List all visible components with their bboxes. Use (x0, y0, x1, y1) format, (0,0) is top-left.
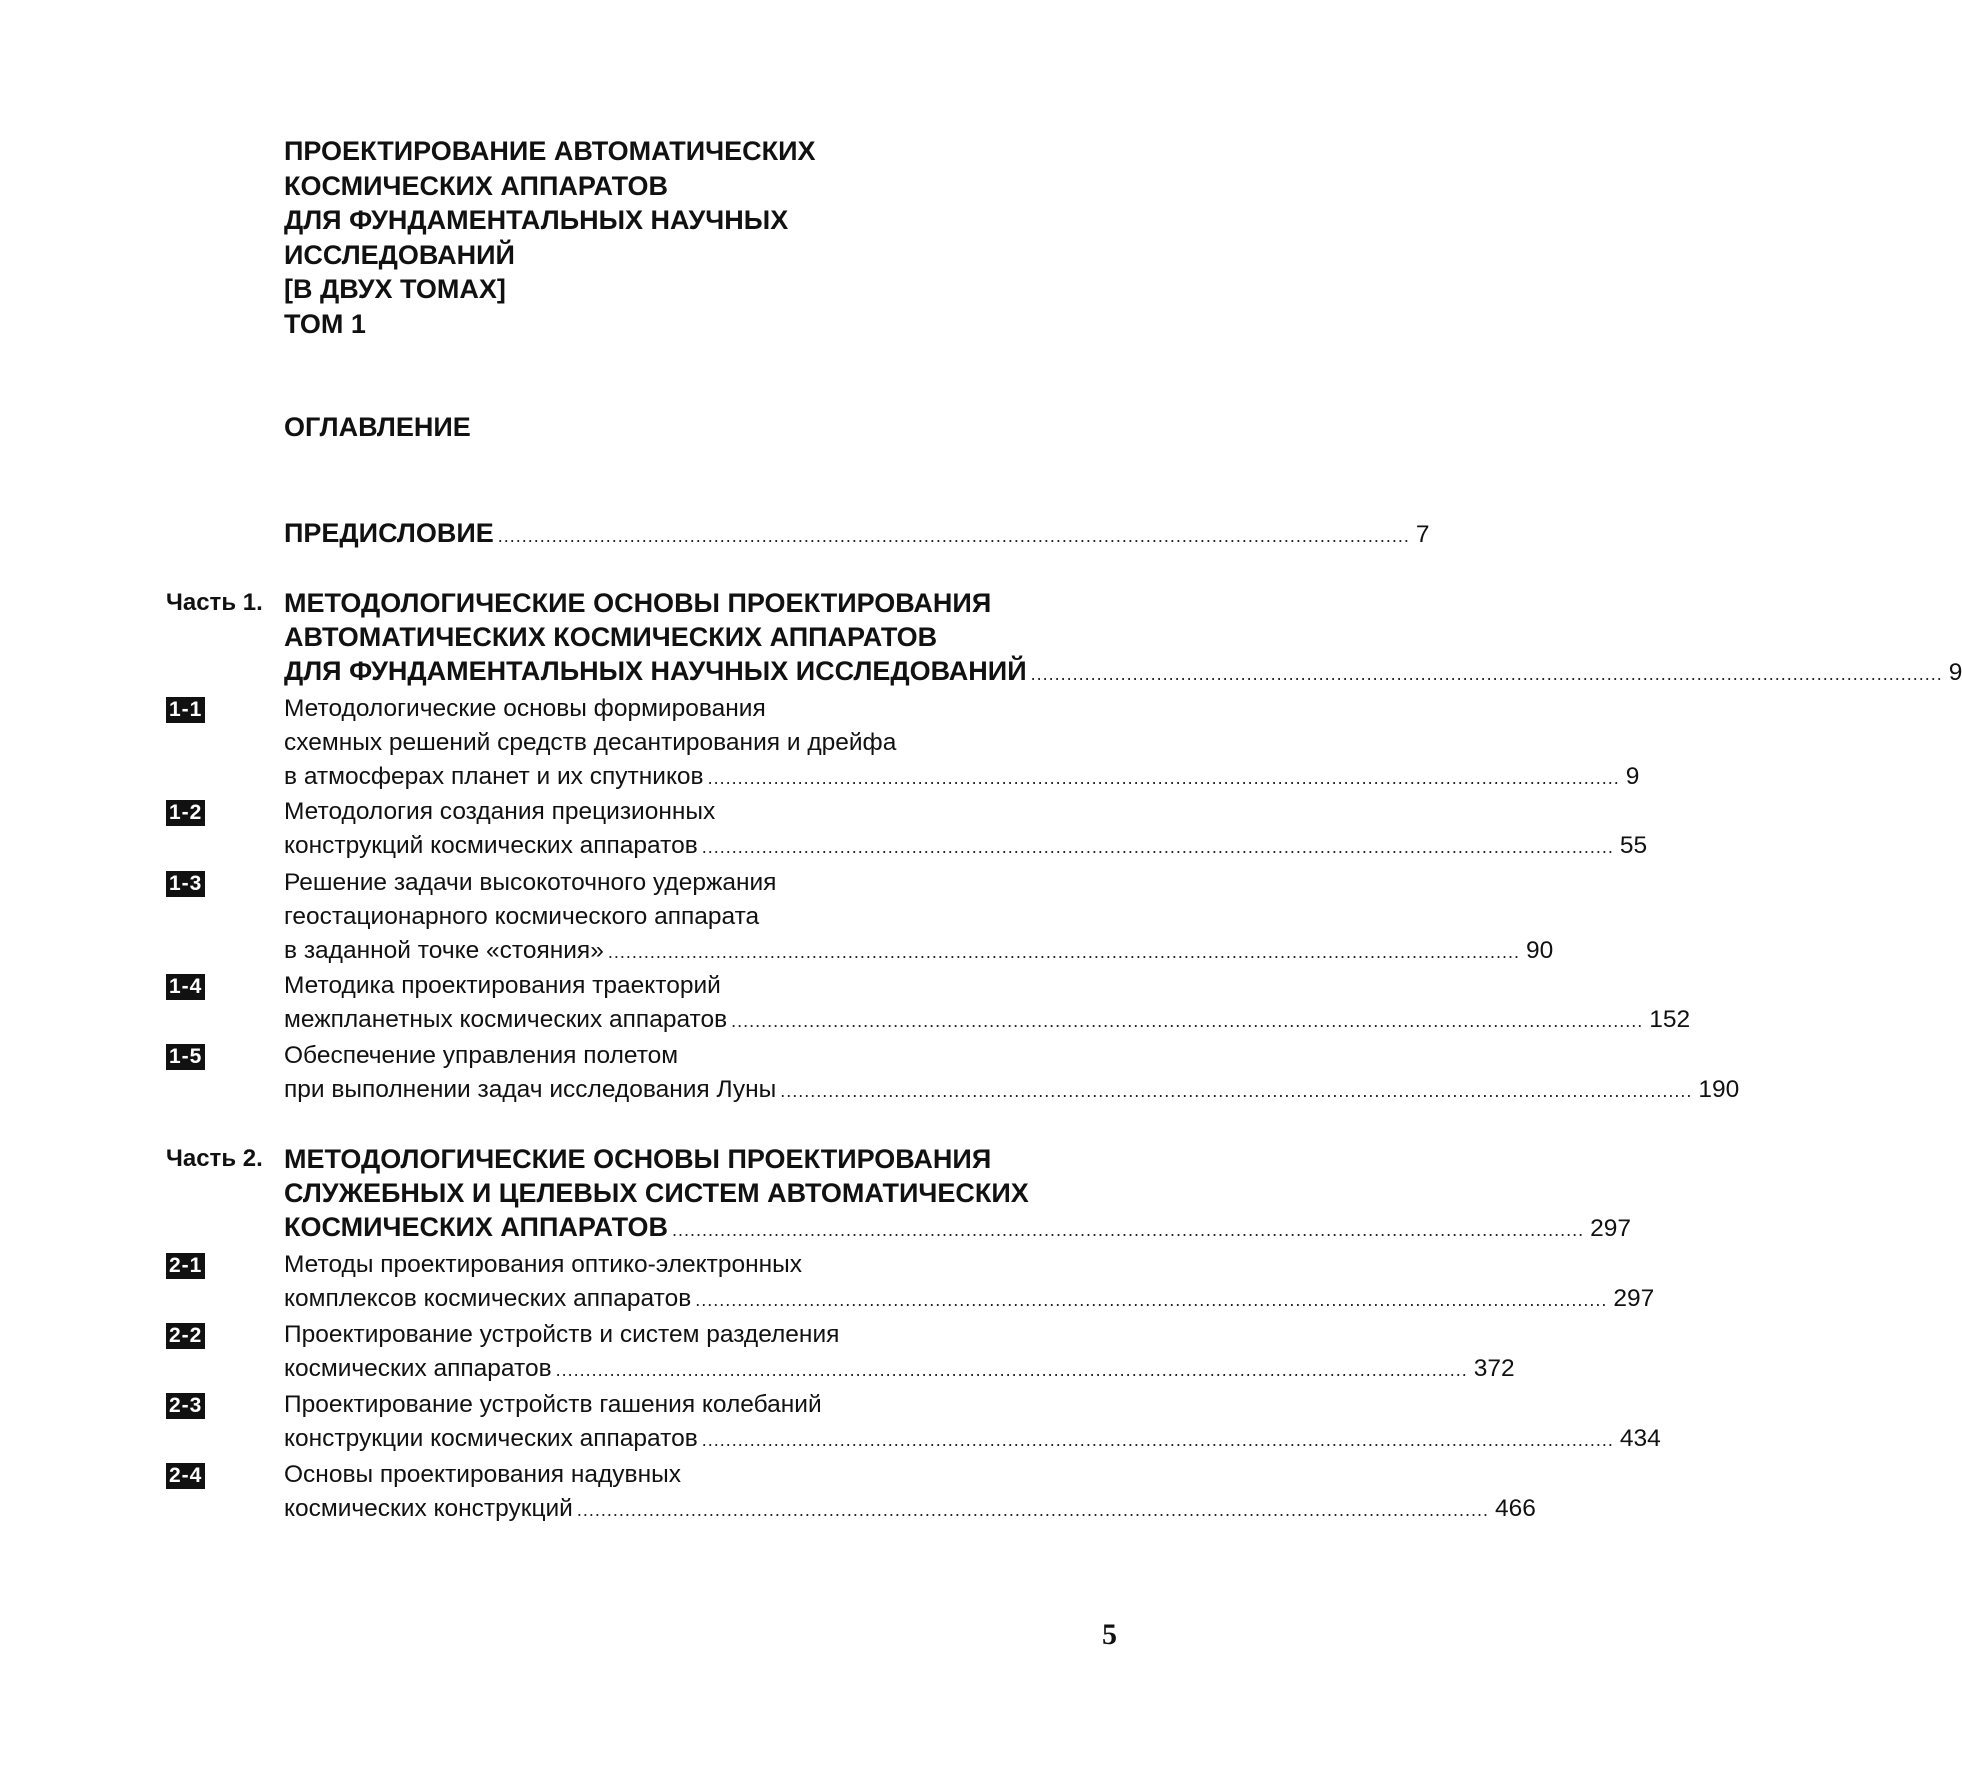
entry-line (284, 760, 1109, 795)
toc-entry-chapter-1-1[interactable] (284, 692, 1109, 795)
entry-line: Решение задачи высокоточного удержания (284, 866, 1109, 900)
entry-line: Методологические основы формирования (284, 692, 1109, 726)
entry-line: Основы проектирования надувных (284, 1458, 1109, 1492)
page-ref: 372 (1474, 1352, 1515, 1386)
toc-entry-chapter-2-2[interactable] (284, 1318, 1109, 1387)
page-ref: 7 (1416, 518, 1430, 552)
entry-title: ПРЕДИСЛОВИЕ (284, 516, 494, 550)
entry-line: АВТОМАТИЧЕСКИХ КОСМИЧЕСКИХ АППАРАТОВ (284, 620, 1109, 654)
chapter-badge: 1-4 (166, 974, 205, 1000)
entry-line: геостационарного космического аппарата (284, 900, 1109, 934)
title-line: КОСМИЧЕСКИХ АППАРАТОВ (284, 169, 816, 204)
toc-entry-chapter-1-4[interactable] (284, 969, 1109, 1038)
chapter-badge: 2-1 (166, 1253, 205, 1279)
dot-leader: ........................................................................................................................................................ (608, 935, 1520, 969)
dot-leader: ........................................................................................................................................................ (702, 1423, 1614, 1457)
entry-line (284, 1003, 1109, 1038)
chapter-badge: 1-3 (166, 871, 205, 897)
entry-line: МЕТОДОЛОГИЧЕСКИЕ ОСНОВЫ ПРОЕКТИРОВАНИЯ (284, 586, 1109, 620)
toc-entry-chapter-1-2[interactable] (284, 795, 1109, 864)
dot-leader: ........................................................................................................................................................ (731, 1004, 1643, 1038)
title-line: ТОМ 1 (284, 307, 816, 342)
dot-leader: ........................................................................................................................................................ (708, 761, 1620, 795)
entry-line: Обеспечение управления полетом (284, 1039, 1109, 1073)
toc-entry-chapter-2-1[interactable] (284, 1248, 1109, 1317)
entry-line (284, 1282, 1109, 1317)
entry-line (284, 1073, 1109, 1108)
title-line: ИССЛЕДОВАНИЙ (284, 238, 816, 273)
chapter-badge: 2-4 (166, 1463, 205, 1489)
entry-line (284, 1352, 1109, 1387)
toc-entry-part-2[interactable] (284, 1142, 1109, 1247)
page-ref: 466 (1495, 1492, 1536, 1526)
entry-title: космических конструкций (284, 1492, 573, 1526)
entry-title: конструкций космических аппаратов (284, 829, 698, 863)
entry-title: космических аппаратов (284, 1352, 552, 1386)
part-label: Часть 2. (166, 1142, 263, 1176)
dot-leader: ........................................................................................................................................................ (577, 1493, 1489, 1527)
entry-line: схемных решений средств десантирования и дрейфа (284, 726, 1109, 760)
entry-line (284, 1492, 1109, 1527)
page-ref: 297 (1613, 1282, 1654, 1316)
entry-line (284, 934, 1109, 969)
toc-entry-part-1[interactable] (284, 586, 1109, 691)
toc-heading: ОГЛАВЛЕНИЕ (284, 410, 471, 444)
chapter-badge: 2-2 (166, 1323, 205, 1349)
toc-entry-chapter-1-3[interactable] (284, 866, 1109, 969)
table-of-contents (0, 0, 1200, 1776)
toc-entry-chapter-1-5[interactable] (284, 1039, 1109, 1108)
dot-leader: ........................................................................................................................................................ (780, 1074, 1692, 1108)
chapter-badge: 1-5 (166, 1044, 205, 1070)
page-ref: 297 (1590, 1212, 1631, 1246)
entry-line (284, 1422, 1109, 1457)
title-line: ПРОЕКТИРОВАНИЕ АВТОМАТИЧЕСКИХ (284, 134, 816, 169)
page-ref: 9 (1626, 760, 1640, 794)
entry-line: Методы проектирования оптико-электронных (284, 1248, 1109, 1282)
toc-entry-chapter-2-3[interactable] (284, 1388, 1109, 1457)
entry-line: СЛУЖЕБНЫХ И ЦЕЛЕВЫХ СИСТЕМ АВТОМАТИЧЕСКИХ (284, 1176, 1109, 1210)
entry-line: Методология создания прецизионных (284, 795, 1109, 829)
entry-title: комплексов космических аппаратов (284, 1282, 691, 1316)
page-ref: 190 (1698, 1073, 1739, 1107)
entry-title: при выполнении задач исследования Луны (284, 1073, 776, 1107)
entry-title: в заданной точке «стояния» (284, 934, 604, 968)
entry-line: Методика проектирования траекторий (284, 969, 1109, 1003)
entry-title: конструкции космических аппаратов (284, 1422, 698, 1456)
entry-title: в атмосферах планет и их спутников (284, 760, 704, 794)
page-ref: 90 (1526, 934, 1553, 968)
page-number: 5 (1102, 1618, 1117, 1652)
chapter-badge: 2-3 (166, 1393, 205, 1419)
dot-leader: ........................................................................................................................................................ (498, 519, 1410, 553)
entry-line (284, 654, 1109, 691)
entry-line: Проектирование устройств и систем разделения (284, 1318, 1109, 1352)
dot-leader: ........................................................................................................................................................ (1031, 657, 1943, 691)
dot-leader: ........................................................................................................................................................ (695, 1283, 1607, 1317)
entry-title: ДЛЯ ФУНДАМЕНТАЛЬНЫХ НАУЧНЫХ ИССЛЕДОВАНИЙ (284, 654, 1027, 688)
page-ref: 55 (1620, 829, 1647, 863)
dot-leader: ........................................................................................................................................................ (672, 1213, 1584, 1247)
entry-line (284, 1210, 1109, 1247)
title-line: ДЛЯ ФУНДАМЕНТАЛЬНЫХ НАУЧНЫХ (284, 203, 816, 238)
toc-entry-preface[interactable] (284, 516, 1109, 553)
title-line: [В ДВУХ ТОМАХ] (284, 272, 816, 307)
entry-title: КОСМИЧЕСКИХ АППАРАТОВ (284, 1210, 668, 1244)
entry-title: межпланетных космических аппаратов (284, 1003, 727, 1037)
page-ref: 152 (1649, 1003, 1690, 1037)
entry-line: Проектирование устройств гашения колебаний (284, 1388, 1109, 1422)
page-ref: 9 (1949, 656, 1962, 690)
chapter-badge: 1-2 (166, 800, 205, 826)
entry-line: МЕТОДОЛОГИЧЕСКИЕ ОСНОВЫ ПРОЕКТИРОВАНИЯ (284, 1142, 1109, 1176)
toc-entry-chapter-2-4[interactable] (284, 1458, 1109, 1527)
part-label: Часть 1. (166, 586, 263, 620)
page-ref: 434 (1620, 1422, 1661, 1456)
entry-line (284, 516, 1109, 553)
dot-leader: ........................................................................................................................................................ (702, 830, 1614, 864)
entry-line (284, 829, 1109, 864)
chapter-badge: 1-1 (166, 697, 205, 723)
dot-leader: ........................................................................................................................................................ (556, 1353, 1468, 1387)
